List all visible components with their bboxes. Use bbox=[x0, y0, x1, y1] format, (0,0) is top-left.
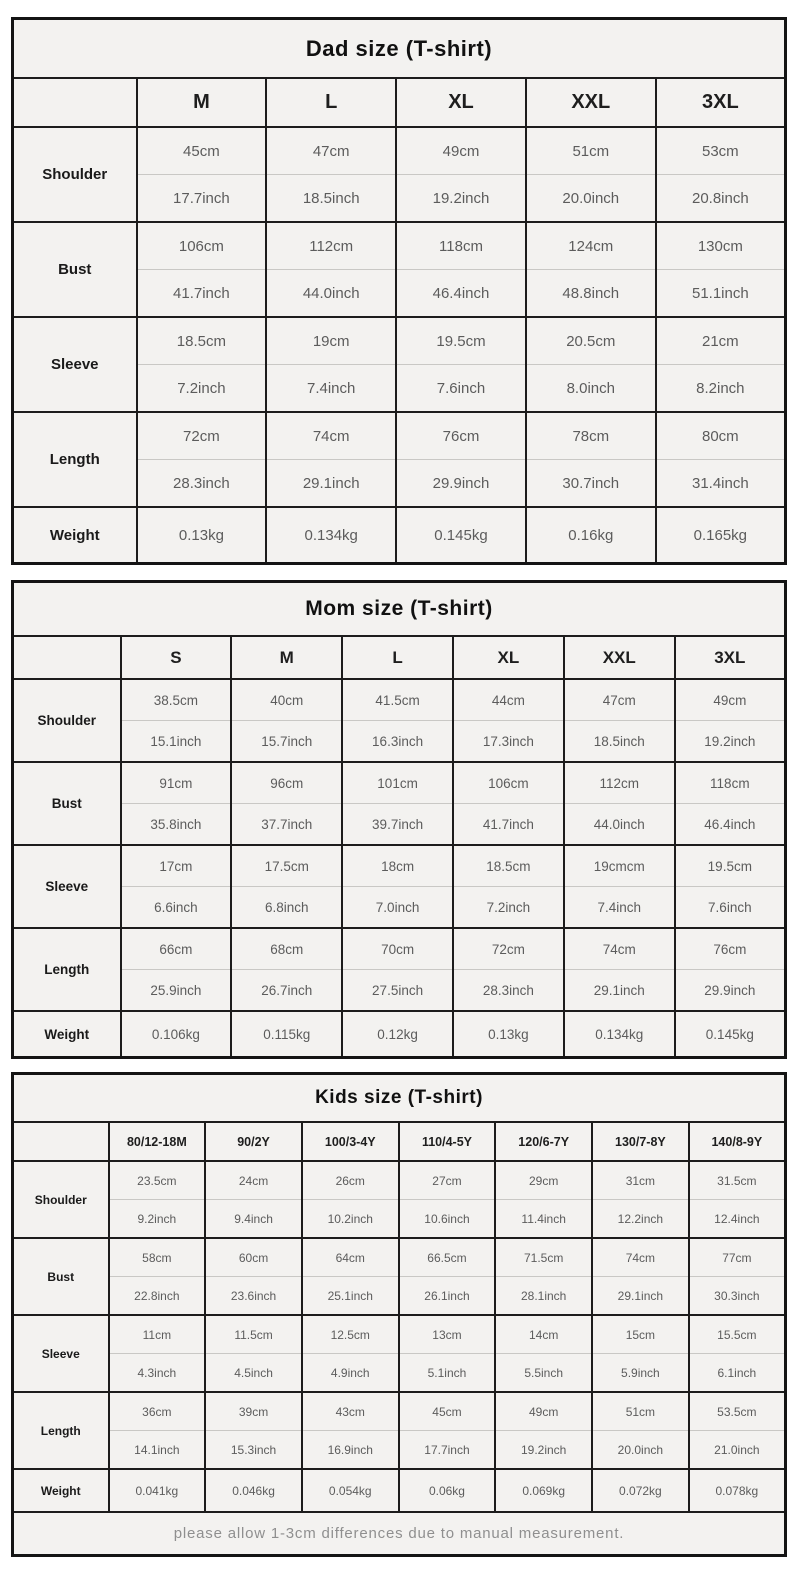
column-header: XXL bbox=[564, 636, 675, 679]
size-value-cm: 96cm bbox=[231, 762, 342, 804]
size-value-inch: 7.4inch bbox=[564, 887, 675, 929]
column-header: 3XL bbox=[675, 636, 786, 679]
kids-size-table bbox=[11, 1072, 787, 1557]
size-charts bbox=[0, 17, 800, 1557]
size-value-inch: 8.2inch bbox=[656, 365, 786, 413]
column-header: 80/12-18M bbox=[109, 1122, 206, 1161]
footer-note: please allow 1-3cm differences due to manual measurement. bbox=[13, 1512, 786, 1556]
size-value-inch: 19.2inch bbox=[396, 175, 526, 223]
size-value-cm: 106cm bbox=[137, 222, 267, 270]
size-value-inch: 19.2inch bbox=[495, 1431, 592, 1470]
table-title: Mom size (T-shirt) bbox=[13, 582, 786, 637]
size-value-inch: 6.1inch bbox=[689, 1354, 786, 1393]
size-value-cm: 91cm bbox=[121, 762, 232, 804]
size-value-cm: 13cm bbox=[399, 1315, 496, 1354]
measurement-row-inch bbox=[13, 1277, 786, 1316]
row-label: Weight bbox=[13, 507, 137, 564]
size-value-cm: 112cm bbox=[564, 762, 675, 804]
size-value: 0.16kg bbox=[526, 507, 656, 564]
column-header: XL bbox=[453, 636, 564, 679]
size-value-inch: 25.9inch bbox=[121, 970, 232, 1012]
size-value-cm: 51cm bbox=[592, 1392, 689, 1431]
size-value-cm: 19cm bbox=[266, 317, 396, 365]
measurement-row-inch bbox=[13, 804, 786, 846]
size-value-inch: 7.6inch bbox=[675, 887, 786, 929]
corner-cell bbox=[13, 1122, 109, 1161]
size-value-cm: 112cm bbox=[266, 222, 396, 270]
size-value-cm: 18.5cm bbox=[137, 317, 267, 365]
size-value-inch: 17.7inch bbox=[137, 175, 267, 223]
size-value-cm: 43cm bbox=[302, 1392, 399, 1431]
measurement-row-cm bbox=[13, 1315, 786, 1354]
size-value-cm: 40cm bbox=[231, 679, 342, 721]
measurement-row-cm bbox=[13, 845, 786, 887]
size-value-inch: 5.9inch bbox=[592, 1354, 689, 1393]
size-value-inch: 10.6inch bbox=[399, 1200, 496, 1239]
size-value-cm: 78cm bbox=[526, 412, 656, 460]
size-value-inch: 4.5inch bbox=[205, 1354, 302, 1393]
size-value-cm: 11.5cm bbox=[205, 1315, 302, 1354]
size-value-cm: 76cm bbox=[396, 412, 526, 460]
row-label: Sleeve bbox=[13, 1315, 109, 1392]
row-label: Length bbox=[13, 928, 121, 1011]
size-value-inch: 18.5inch bbox=[266, 175, 396, 223]
size-value-cm: 24cm bbox=[205, 1161, 302, 1200]
size-value: 0.054kg bbox=[302, 1469, 399, 1512]
row-label: Shoulder bbox=[13, 127, 137, 222]
measurement-row-cm bbox=[13, 928, 786, 970]
table-title: Dad size (T-shirt) bbox=[13, 19, 786, 79]
size-value-cm: 74cm bbox=[592, 1238, 689, 1277]
size-value-cm: 47cm bbox=[266, 127, 396, 175]
row-label: Bust bbox=[13, 1238, 109, 1315]
footer-note-row bbox=[13, 1512, 786, 1556]
size-value-cm: 18.5cm bbox=[453, 845, 564, 887]
measurement-row-cm bbox=[13, 317, 786, 365]
size-value-inch: 15.3inch bbox=[205, 1431, 302, 1470]
size-value-cm: 74cm bbox=[266, 412, 396, 460]
size-value-inch: 26.7inch bbox=[231, 970, 342, 1012]
row-label: Bust bbox=[13, 222, 137, 317]
size-value-cm: 17cm bbox=[121, 845, 232, 887]
size-value-inch: 10.2inch bbox=[302, 1200, 399, 1239]
measurement-row-inch bbox=[13, 970, 786, 1012]
size-value-inch: 41.7inch bbox=[137, 270, 267, 318]
row-label: Sleeve bbox=[13, 317, 137, 412]
size-value-inch: 11.4inch bbox=[495, 1200, 592, 1239]
size-value-cm: 77cm bbox=[689, 1238, 786, 1277]
size-value-cm: 26cm bbox=[302, 1161, 399, 1200]
column-header: M bbox=[137, 78, 267, 127]
size-value-inch: 7.2inch bbox=[137, 365, 267, 413]
column-header: 100/3-4Y bbox=[302, 1122, 399, 1161]
column-header: S bbox=[121, 636, 232, 679]
measurement-row-single bbox=[13, 1011, 786, 1058]
size-value-inch: 16.9inch bbox=[302, 1431, 399, 1470]
size-value-inch: 21.0inch bbox=[689, 1431, 786, 1470]
size-value: 0.13kg bbox=[453, 1011, 564, 1058]
size-value-cm: 11cm bbox=[109, 1315, 206, 1354]
size-value-inch: 5.1inch bbox=[399, 1354, 496, 1393]
size-value: 0.115kg bbox=[231, 1011, 342, 1058]
size-value-inch: 29.9inch bbox=[396, 460, 526, 508]
size-value: 0.069kg bbox=[495, 1469, 592, 1512]
column-header-row bbox=[13, 636, 786, 679]
corner-cell bbox=[13, 636, 121, 679]
row-label: Length bbox=[13, 1392, 109, 1469]
size-value-inch: 29.1inch bbox=[564, 970, 675, 1012]
size-value-cm: 80cm bbox=[656, 412, 786, 460]
measurement-row-inch bbox=[13, 1200, 786, 1239]
measurement-row-single bbox=[13, 1469, 786, 1512]
size-value-cm: 51cm bbox=[526, 127, 656, 175]
size-value: 0.13kg bbox=[137, 507, 267, 564]
size-value-inch: 48.8inch bbox=[526, 270, 656, 318]
size-value-inch: 20.0inch bbox=[592, 1431, 689, 1470]
size-value-inch: 44.0inch bbox=[266, 270, 396, 318]
size-value: 0.046kg bbox=[205, 1469, 302, 1512]
size-value-inch: 28.3inch bbox=[453, 970, 564, 1012]
mom-size-table bbox=[11, 580, 787, 1059]
size-value-inch: 4.9inch bbox=[302, 1354, 399, 1393]
size-value-cm: 12.5cm bbox=[302, 1315, 399, 1354]
size-value-inch: 44.0inch bbox=[564, 804, 675, 846]
size-value-cm: 31.5cm bbox=[689, 1161, 786, 1200]
row-label: Length bbox=[13, 412, 137, 507]
size-value-cm: 74cm bbox=[564, 928, 675, 970]
size-value-inch: 27.5inch bbox=[342, 970, 453, 1012]
size-value-cm: 15cm bbox=[592, 1315, 689, 1354]
column-header-row bbox=[13, 78, 786, 127]
row-label: Shoulder bbox=[13, 679, 121, 762]
size-value-cm: 101cm bbox=[342, 762, 453, 804]
size-value-inch: 4.3inch bbox=[109, 1354, 206, 1393]
size-value-inch: 7.6inch bbox=[396, 365, 526, 413]
row-label: Sleeve bbox=[13, 845, 121, 928]
size-value-cm: 19.5cm bbox=[675, 845, 786, 887]
size-value-cm: 21cm bbox=[656, 317, 786, 365]
size-value-inch: 5.5inch bbox=[495, 1354, 592, 1393]
size-value-inch: 29.1inch bbox=[266, 460, 396, 508]
size-value-inch: 41.7inch bbox=[453, 804, 564, 846]
size-value-inch: 18.5inch bbox=[564, 721, 675, 763]
size-value-cm: 118cm bbox=[675, 762, 786, 804]
size-value-inch: 17.3inch bbox=[453, 721, 564, 763]
size-value-inch: 14.1inch bbox=[109, 1431, 206, 1470]
column-header: 110/4-5Y bbox=[399, 1122, 496, 1161]
size-value-cm: 49cm bbox=[495, 1392, 592, 1431]
size-value-inch: 30.3inch bbox=[689, 1277, 786, 1316]
size-value-cm: 38.5cm bbox=[121, 679, 232, 721]
corner-cell bbox=[13, 78, 137, 127]
size-value-cm: 14cm bbox=[495, 1315, 592, 1354]
size-value-cm: 41.5cm bbox=[342, 679, 453, 721]
size-value-cm: 19cmcm bbox=[564, 845, 675, 887]
size-value-cm: 71.5cm bbox=[495, 1238, 592, 1277]
measurement-row-inch bbox=[13, 721, 786, 763]
measurement-row-inch bbox=[13, 887, 786, 929]
size-value: 0.041kg bbox=[109, 1469, 206, 1512]
size-value-inch: 26.1inch bbox=[399, 1277, 496, 1316]
size-value-inch: 12.2inch bbox=[592, 1200, 689, 1239]
size-value: 0.134kg bbox=[564, 1011, 675, 1058]
measurement-row-cm bbox=[13, 762, 786, 804]
size-value-inch: 15.7inch bbox=[231, 721, 342, 763]
size-value: 0.134kg bbox=[266, 507, 396, 564]
column-header: L bbox=[342, 636, 453, 679]
measurement-row-single bbox=[13, 507, 786, 564]
size-value-inch: 12.4inch bbox=[689, 1200, 786, 1239]
size-value-cm: 53cm bbox=[656, 127, 786, 175]
column-header: M bbox=[231, 636, 342, 679]
size-value-cm: 49cm bbox=[675, 679, 786, 721]
size-value-inch: 35.8inch bbox=[121, 804, 232, 846]
column-header: 130/7-8Y bbox=[592, 1122, 689, 1161]
size-value: 0.106kg bbox=[121, 1011, 232, 1058]
dad-size-table bbox=[11, 17, 787, 565]
measurement-row-cm bbox=[13, 222, 786, 270]
size-value-cm: 118cm bbox=[396, 222, 526, 270]
size-value-inch: 6.8inch bbox=[231, 887, 342, 929]
size-value: 0.145kg bbox=[675, 1011, 786, 1058]
size-value-inch: 7.2inch bbox=[453, 887, 564, 929]
size-value-inch: 7.0inch bbox=[342, 887, 453, 929]
measurement-row-cm bbox=[13, 127, 786, 175]
size-value-cm: 47cm bbox=[564, 679, 675, 721]
size-value: 0.145kg bbox=[396, 507, 526, 564]
size-value: 0.12kg bbox=[342, 1011, 453, 1058]
size-value-inch: 51.1inch bbox=[656, 270, 786, 318]
size-value-cm: 17.5cm bbox=[231, 845, 342, 887]
size-value-cm: 20.5cm bbox=[526, 317, 656, 365]
size-value-inch: 15.1inch bbox=[121, 721, 232, 763]
size-value-inch: 30.7inch bbox=[526, 460, 656, 508]
size-value-inch: 6.6inch bbox=[121, 887, 232, 929]
size-value-cm: 72cm bbox=[453, 928, 564, 970]
size-value: 0.072kg bbox=[592, 1469, 689, 1512]
size-value-cm: 18cm bbox=[342, 845, 453, 887]
column-header: XXL bbox=[526, 78, 656, 127]
row-label: Weight bbox=[13, 1011, 121, 1058]
size-value-cm: 66cm bbox=[121, 928, 232, 970]
size-value-inch: 31.4inch bbox=[656, 460, 786, 508]
size-value-inch: 46.4inch bbox=[396, 270, 526, 318]
size-value-cm: 58cm bbox=[109, 1238, 206, 1277]
measurement-row-cm bbox=[13, 679, 786, 721]
size-value-inch: 28.3inch bbox=[137, 460, 267, 508]
row-label: Weight bbox=[13, 1469, 109, 1512]
size-value: 0.165kg bbox=[656, 507, 786, 564]
size-value-cm: 124cm bbox=[526, 222, 656, 270]
size-value-cm: 45cm bbox=[137, 127, 267, 175]
size-value-inch: 8.0inch bbox=[526, 365, 656, 413]
size-value-cm: 36cm bbox=[109, 1392, 206, 1431]
size-value-inch: 46.4inch bbox=[675, 804, 786, 846]
measurement-row-cm bbox=[13, 1161, 786, 1200]
size-value-inch: 17.7inch bbox=[399, 1431, 496, 1470]
measurement-row-inch bbox=[13, 1431, 786, 1470]
size-value-cm: 60cm bbox=[205, 1238, 302, 1277]
size-value-cm: 15.5cm bbox=[689, 1315, 786, 1354]
size-value-cm: 27cm bbox=[399, 1161, 496, 1200]
dad-tbody bbox=[13, 19, 786, 564]
table-title-row bbox=[13, 582, 786, 637]
size-value-inch: 29.1inch bbox=[592, 1277, 689, 1316]
column-header: 90/2Y bbox=[205, 1122, 302, 1161]
size-value-cm: 23.5cm bbox=[109, 1161, 206, 1200]
column-header: 140/8-9Y bbox=[689, 1122, 786, 1161]
measurement-row-cm bbox=[13, 412, 786, 460]
measurement-row-cm bbox=[13, 1392, 786, 1431]
size-value-cm: 70cm bbox=[342, 928, 453, 970]
size-value: 0.078kg bbox=[689, 1469, 786, 1512]
table-title-row bbox=[13, 1074, 786, 1123]
size-value: 0.06kg bbox=[399, 1469, 496, 1512]
row-label: Bust bbox=[13, 762, 121, 845]
size-value-cm: 68cm bbox=[231, 928, 342, 970]
size-value-inch: 22.8inch bbox=[109, 1277, 206, 1316]
size-value-inch: 7.4inch bbox=[266, 365, 396, 413]
size-value-inch: 9.2inch bbox=[109, 1200, 206, 1239]
size-value-inch: 16.3inch bbox=[342, 721, 453, 763]
size-value-inch: 37.7inch bbox=[231, 804, 342, 846]
mom-tbody bbox=[13, 582, 786, 1058]
size-value-inch: 28.1inch bbox=[495, 1277, 592, 1316]
size-value-inch: 29.9inch bbox=[675, 970, 786, 1012]
size-value-cm: 64cm bbox=[302, 1238, 399, 1277]
size-value-cm: 53.5cm bbox=[689, 1392, 786, 1431]
size-value-inch: 25.1inch bbox=[302, 1277, 399, 1316]
size-value-cm: 39cm bbox=[205, 1392, 302, 1431]
size-value-cm: 19.5cm bbox=[396, 317, 526, 365]
kids-tbody bbox=[13, 1074, 786, 1556]
column-header: 120/6-7Y bbox=[495, 1122, 592, 1161]
size-value-cm: 66.5cm bbox=[399, 1238, 496, 1277]
column-header: 3XL bbox=[656, 78, 786, 127]
column-header: XL bbox=[396, 78, 526, 127]
size-value-cm: 29cm bbox=[495, 1161, 592, 1200]
size-value-cm: 45cm bbox=[399, 1392, 496, 1431]
size-value-cm: 31cm bbox=[592, 1161, 689, 1200]
measurement-row-inch bbox=[13, 1354, 786, 1393]
size-value-inch: 20.0inch bbox=[526, 175, 656, 223]
size-value-cm: 44cm bbox=[453, 679, 564, 721]
table-title-row bbox=[13, 19, 786, 79]
size-value-cm: 106cm bbox=[453, 762, 564, 804]
size-value-inch: 20.8inch bbox=[656, 175, 786, 223]
size-value-inch: 9.4inch bbox=[205, 1200, 302, 1239]
size-value-inch: 23.6inch bbox=[205, 1277, 302, 1316]
size-value-cm: 76cm bbox=[675, 928, 786, 970]
measurement-row-cm bbox=[13, 1238, 786, 1277]
size-value-cm: 49cm bbox=[396, 127, 526, 175]
table-title: Kids size (T-shirt) bbox=[13, 1074, 786, 1123]
size-value-cm: 130cm bbox=[656, 222, 786, 270]
column-header: L bbox=[266, 78, 396, 127]
size-value-cm: 72cm bbox=[137, 412, 267, 460]
column-header-row bbox=[13, 1122, 786, 1161]
row-label: Shoulder bbox=[13, 1161, 109, 1238]
size-value-inch: 39.7inch bbox=[342, 804, 453, 846]
size-value-inch: 19.2inch bbox=[675, 721, 786, 763]
